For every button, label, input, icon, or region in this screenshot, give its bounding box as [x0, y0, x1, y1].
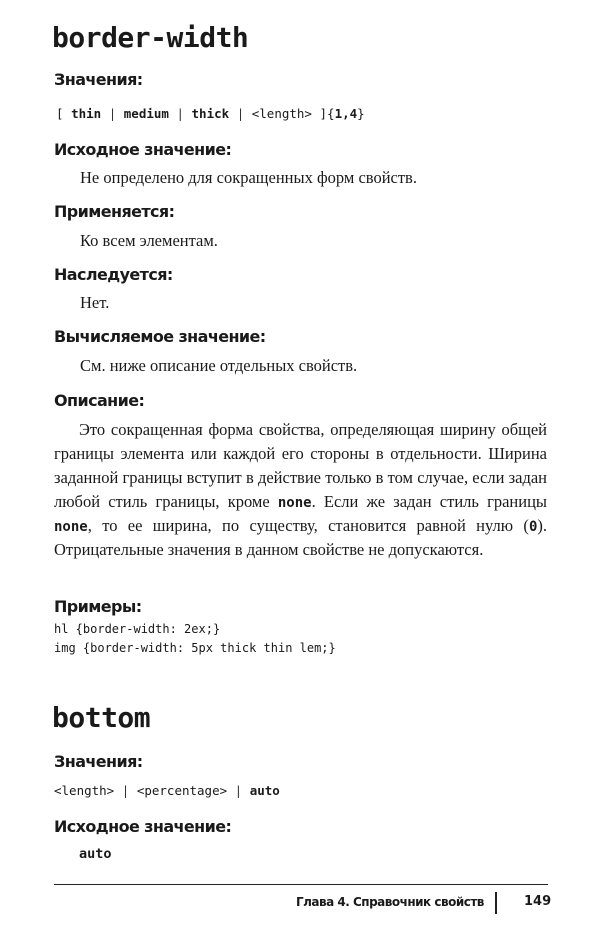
footer-chapter-title: Глава 4. Справочник свойств [296, 895, 484, 909]
inherited-text: Нет. [80, 293, 110, 312]
description-heading: Описание: [54, 391, 145, 410]
values-heading: Значения: [54, 70, 143, 89]
value-thin: thin [71, 106, 102, 121]
applies-heading: Применяется: [54, 202, 175, 221]
value-percentage: <percentage> [136, 783, 228, 798]
initial-value-text: auto [79, 846, 112, 862]
example-line: img {border-width: 5px thick thin lem;} [54, 641, 336, 655]
keyword-none: none [54, 519, 88, 535]
value-length: <length> [251, 106, 312, 121]
brace-close: } [357, 106, 365, 121]
separator: | [108, 106, 117, 121]
computed-value-heading: Вычисляемое значение: [54, 327, 266, 346]
value-medium: medium [123, 106, 169, 121]
bracket-open: [ [56, 106, 64, 121]
initial-value-text: Не определено для сокращенных форм свойств. [80, 168, 417, 187]
applies-text: Ко всем элементам. [80, 231, 218, 250]
description-paragraph [54, 418, 547, 562]
example-line: hl {border-width: 2ex;} [54, 622, 221, 636]
keyword-none: none [277, 495, 312, 511]
separator: | [234, 783, 243, 798]
bracket-close: ]{ [319, 106, 335, 121]
page-number: 149 [524, 894, 552, 909]
values-heading: Значения: [54, 752, 143, 771]
separator: | [236, 106, 245, 121]
value-length: <length> [54, 783, 115, 798]
separator: | [121, 783, 130, 798]
computed-value-text: См. ниже описание отдельных свойств. [80, 356, 358, 375]
description-text: ). Отрицательные значения в данном свойстве не допускаются. [54, 516, 547, 559]
description-text: Это сокращенная форма свойства, определяющая ширину общей границы элемента или каждой его стороны в отдельности. Ширина заданной границы вступит в действие только в том случае, если задан любой стиль границы, кроме [54, 420, 547, 511]
footer-divider [54, 884, 548, 885]
examples-heading: Примеры: [54, 597, 142, 616]
description-text: , то ее ширина, по существу, становится равной нулю ( [87, 516, 529, 535]
footer-separator [495, 892, 497, 914]
separator: | [176, 106, 184, 121]
inherited-heading: Наследуется: [54, 265, 173, 284]
initial-value-heading: Исходное значение: [54, 140, 232, 159]
property-title-border-width: border-width [52, 21, 249, 54]
value-thick: thick [191, 106, 230, 121]
values-syntax [56, 104, 365, 124]
description-text: . Если же задан стиль границы [311, 492, 547, 511]
values-syntax [54, 781, 280, 801]
property-title-bottom: bottom [52, 701, 151, 734]
value-range: 1,4 [334, 106, 358, 121]
keyword-zero: 0 [528, 519, 538, 535]
value-auto: auto [249, 783, 280, 798]
initial-value-heading: Исходное значение: [54, 817, 232, 836]
